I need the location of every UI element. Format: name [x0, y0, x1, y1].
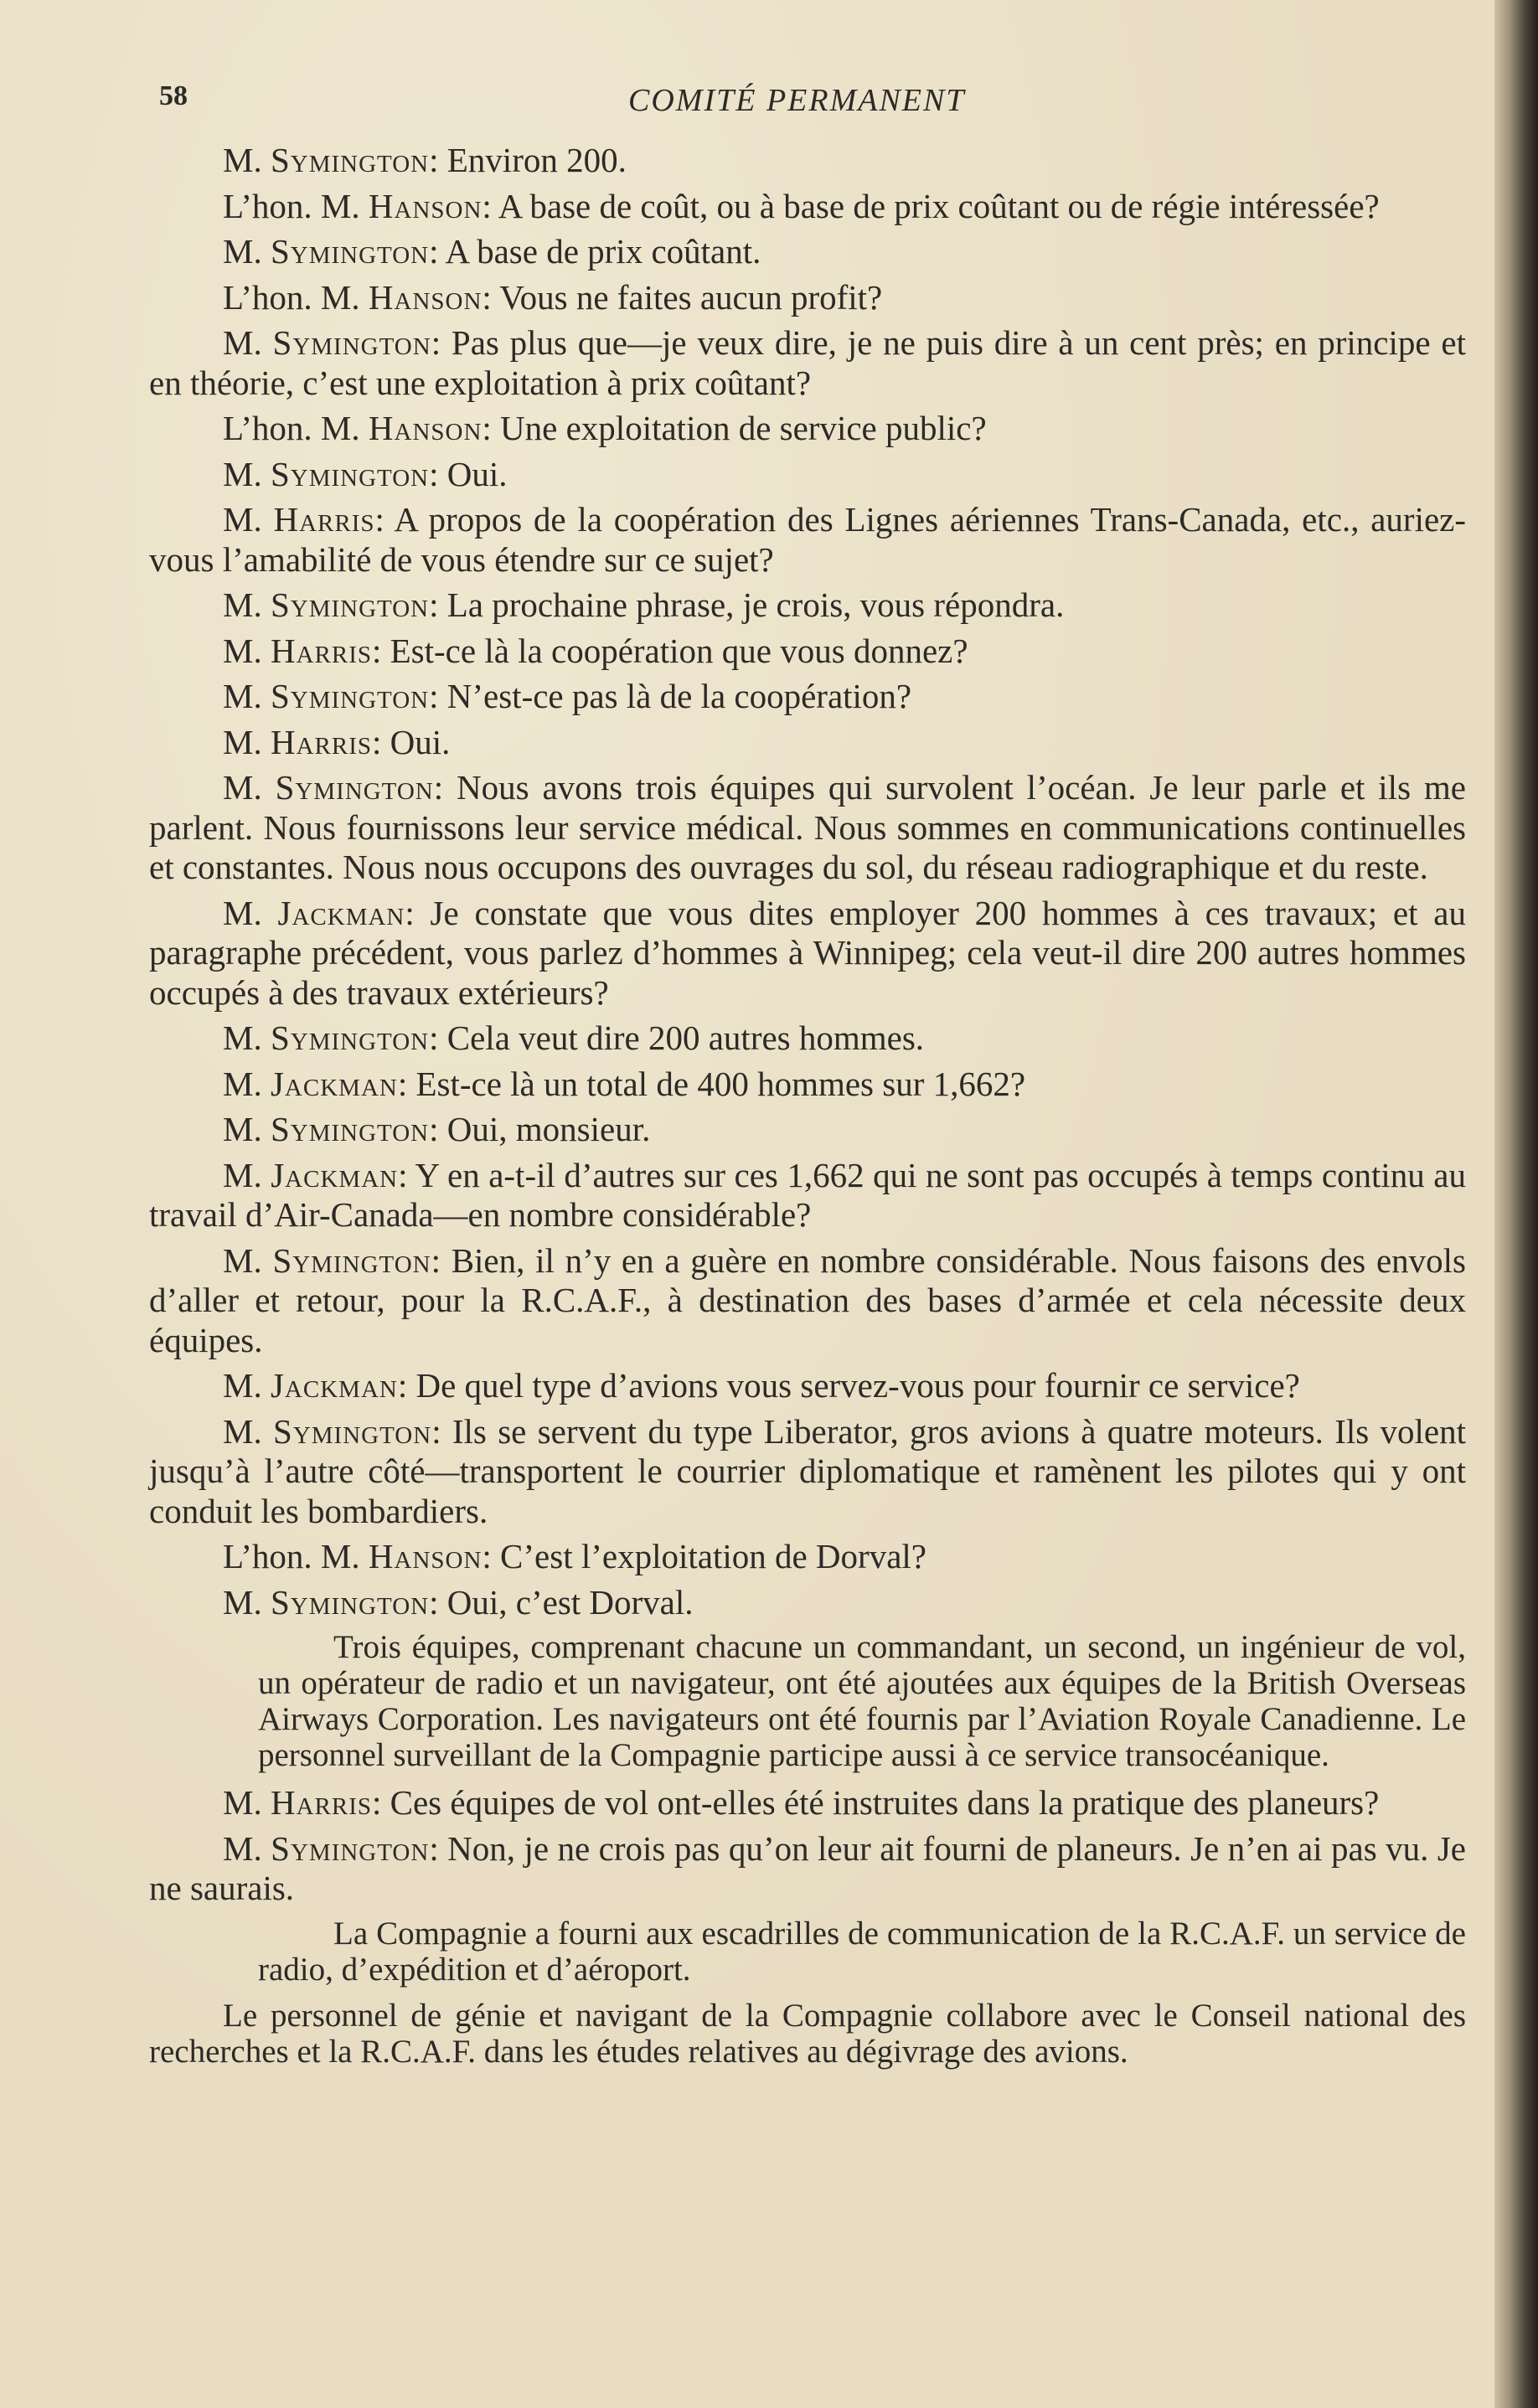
speaker-name: Harris	[270, 722, 372, 761]
speaker-title: M.	[223, 585, 262, 624]
speaker-title: M.	[223, 1155, 262, 1194]
speech-paragraph	[149, 894, 1466, 1013]
speaker-name: Symington	[270, 454, 430, 493]
book-spine-shadow	[1494, 0, 1538, 2408]
dialogue-section	[149, 1783, 1466, 1909]
speech-text: : Est-ce là un total de 400 hommes sur 1,662?	[397, 1064, 1026, 1103]
closing-paragraph: Le personnel de génie et navigant de la Compagnie collabore avec le Conseil national des recherches et la R.C.A.F. dans les études relatives au dégivrage des avions.	[149, 1997, 1466, 2070]
speaker-name: Harris	[273, 500, 375, 539]
speech-text: : Ces équipes de vol ont-elles été instruites dans la pratique des planeurs?	[372, 1783, 1380, 1822]
quoted-passage: Trois équipes, comprenant chacune un commandant, un second, un ingénieur de vol, un opérateur de radio et un navigateur, ont été ajoutées aux équipes de la British Overseas Airways Corporation. Les navigateurs ont été fournis par l’Aviation Royale Canadienne. Le personnel surveillant de la Compagnie participe aussi à ce service transocéanique.	[258, 1629, 1466, 1773]
speaker-title: M.	[223, 323, 262, 362]
speech-paragraph	[149, 1156, 1466, 1235]
speaker-title: M.	[223, 1783, 262, 1822]
speaker-name: Symington	[271, 1828, 430, 1868]
speech-text: : Oui, monsieur.	[429, 1110, 651, 1148]
speech-paragraph	[149, 232, 1466, 272]
speaker-title: M.	[223, 1411, 262, 1451]
speaker-name: Jackman	[277, 893, 405, 932]
speech-text: : A propos de la coopération des Lignes aériennes Trans-Canada, etc., auriez-vous l’amabilité de vous étendre sur ce sujet?	[149, 500, 1467, 579]
speaker-name: Symington	[270, 232, 430, 271]
speech-paragraph	[149, 1829, 1466, 1909]
speech-paragraph	[149, 1065, 1466, 1105]
speaker-title: M.	[223, 1240, 262, 1280]
speaker-title: L’hon. M.	[223, 277, 360, 317]
speaker-title: M.	[223, 1110, 262, 1148]
speech-text: : Cela veut dire 200 autres hommes.	[429, 1018, 925, 1057]
speech-text: : Environ 200.	[429, 141, 627, 179]
speaker-name: Hanson	[368, 186, 483, 225]
speech-paragraph	[149, 141, 1466, 181]
speaker-name: Symington	[270, 1018, 430, 1057]
speech-text: : Oui.	[429, 454, 508, 493]
speaker-name: Symington	[272, 323, 431, 362]
speaker-name: Harris	[270, 1783, 372, 1822]
speaker-title: M.	[223, 768, 262, 807]
speaker-title: M.	[223, 141, 262, 179]
speaker-name: Symington	[273, 1411, 432, 1451]
speaker-title: M.	[223, 454, 262, 493]
speaker-name: Hanson	[368, 1537, 483, 1575]
speaker-title: M.	[223, 1018, 262, 1057]
speech-text: : Oui, c’est Dorval.	[429, 1582, 694, 1622]
speaker-name: Jackman	[270, 1366, 398, 1405]
speech-paragraph	[149, 500, 1466, 580]
speech-text: : C’est l’exploitation de Dorval?	[482, 1537, 926, 1575]
speech-text: : N’est-ce pas là de la coopération?	[429, 677, 912, 715]
speaker-title: M.	[223, 677, 262, 715]
page-number: 58	[159, 80, 188, 111]
speech-paragraph	[149, 585, 1466, 626]
speech-paragraph	[149, 1018, 1466, 1059]
speech-text: : Y en a-t-il d’autres sur ces 1,662 qui ne sont pas occupés à temps continu au travail d’Air-Canada—en nombre considérable?	[149, 1155, 1467, 1234]
speech-text: : La prochaine phrase, je crois, vous répondra.	[429, 585, 1065, 624]
speech-text: : Une exploitation de service public?	[482, 409, 987, 447]
speech-text: : Pas plus que—je veux dire, je ne puis dire à un cent près; en principe et en théorie, c’est une exploitation à prix coûtant?	[149, 323, 1466, 402]
speech-paragraph	[149, 323, 1466, 403]
speaker-title: M.	[223, 631, 262, 670]
speech-paragraph	[149, 1783, 1466, 1823]
speaker-title: M.	[223, 232, 262, 271]
speech-text: : Non, je ne crois pas qu’on leur ait fourni de planeurs. Je n’en ai pas vu. Je ne saurais.	[149, 1828, 1466, 1907]
speaker-name: Jackman	[270, 1064, 398, 1103]
speaker-name: Symington	[270, 677, 430, 715]
speaker-title: M.	[223, 1582, 262, 1622]
speech-paragraph	[149, 1110, 1466, 1150]
speaker-name: Hanson	[368, 409, 483, 447]
speech-paragraph	[149, 187, 1466, 227]
speech-paragraph	[149, 455, 1466, 495]
speech-paragraph	[149, 1537, 1466, 1577]
speaker-title: L’hon. M.	[223, 1537, 360, 1575]
speech-text: : A base de prix coûtant.	[429, 232, 761, 271]
speaker-name: Symington	[272, 1240, 431, 1280]
dialogue-section	[149, 141, 1466, 1622]
speaker-name: Harris	[270, 631, 372, 670]
quoted-passage: La Compagnie a fourni aux escadrilles de communication de la R.C.A.F. un service de radio, d’expédition et d’aéroport.	[258, 1915, 1466, 1988]
speech-paragraph	[149, 1366, 1466, 1406]
speech-text: : De quel type d’avions vous servez-vous pour fournir ce service?	[397, 1366, 1300, 1405]
speech-paragraph	[149, 1583, 1466, 1623]
speaker-title: M.	[223, 1366, 262, 1405]
speech-paragraph	[149, 1241, 1466, 1361]
speech-text: : Nous avons trois équipes qui survolent l’océan. Je leur parle et ils me parlent. Nous fournissons leur service médical. Nous sommes en communications continuelles et constantes. Nous nous occupons des ouvrages du sol, du réseau radiographique et du reste.	[149, 768, 1466, 886]
speech-text: : Vous ne faites aucun profit?	[482, 277, 883, 317]
speaker-title: M.	[223, 722, 262, 761]
speech-text: : Bien, il n’y en a guère en nombre considérable. Nous faisons des envols d’aller et retour, pour la R.C.A.F., à destination des bases d’armée et cela nécessite deux équipes.	[149, 1240, 1467, 1359]
speaker-name: Symington	[270, 1582, 430, 1622]
speech-text: : A base de coût, ou à base de prix coûtant ou de régie intéressée?	[482, 186, 1380, 225]
speech-text: : Oui.	[372, 722, 451, 761]
speech-text: : Je constate que vous dites employer 200 hommes à ces travaux; et au paragraphe précédent, vous parlez d’hommes à Winnipeg; cela veut-il dire 200 autres hommes occupés à des travaux extérieurs?	[149, 893, 1467, 1012]
speech-paragraph	[149, 278, 1466, 318]
speaker-name: Symington	[270, 141, 430, 179]
running-head: COMITÉ PERMANENT	[628, 83, 966, 118]
speech-text: : Ils se servent du type Liberator, gros avions à quatre moteurs. Ils volent jusqu’à l’autre côté—transportent le courrier diplomatique et ramènent les pilotes qui y ont conduit les bombardiers.	[149, 1411, 1466, 1530]
speech-paragraph	[149, 409, 1466, 449]
speaker-name: Hanson	[368, 277, 483, 317]
page-body	[149, 141, 1466, 2070]
speech-paragraph	[149, 677, 1466, 717]
page-header	[159, 77, 1466, 127]
speech-text: : Est-ce là la coopération que vous donnez?	[372, 631, 968, 670]
speaker-name: Symington	[270, 1110, 430, 1148]
speaker-name: Symington	[275, 768, 434, 807]
speaker-name: Jackman	[271, 1155, 399, 1194]
speech-paragraph	[149, 1412, 1466, 1532]
speaker-title: L’hon. M.	[223, 409, 360, 447]
speech-paragraph	[149, 723, 1466, 763]
speaker-name: Symington	[270, 585, 430, 624]
speaker-title: M.	[223, 1064, 262, 1103]
speech-paragraph	[149, 768, 1466, 888]
speaker-title: M.	[223, 1828, 262, 1868]
speech-paragraph	[149, 632, 1466, 672]
speaker-title: M.	[223, 893, 262, 932]
speaker-title: M.	[223, 500, 262, 539]
speaker-title: L’hon. M.	[223, 186, 360, 225]
